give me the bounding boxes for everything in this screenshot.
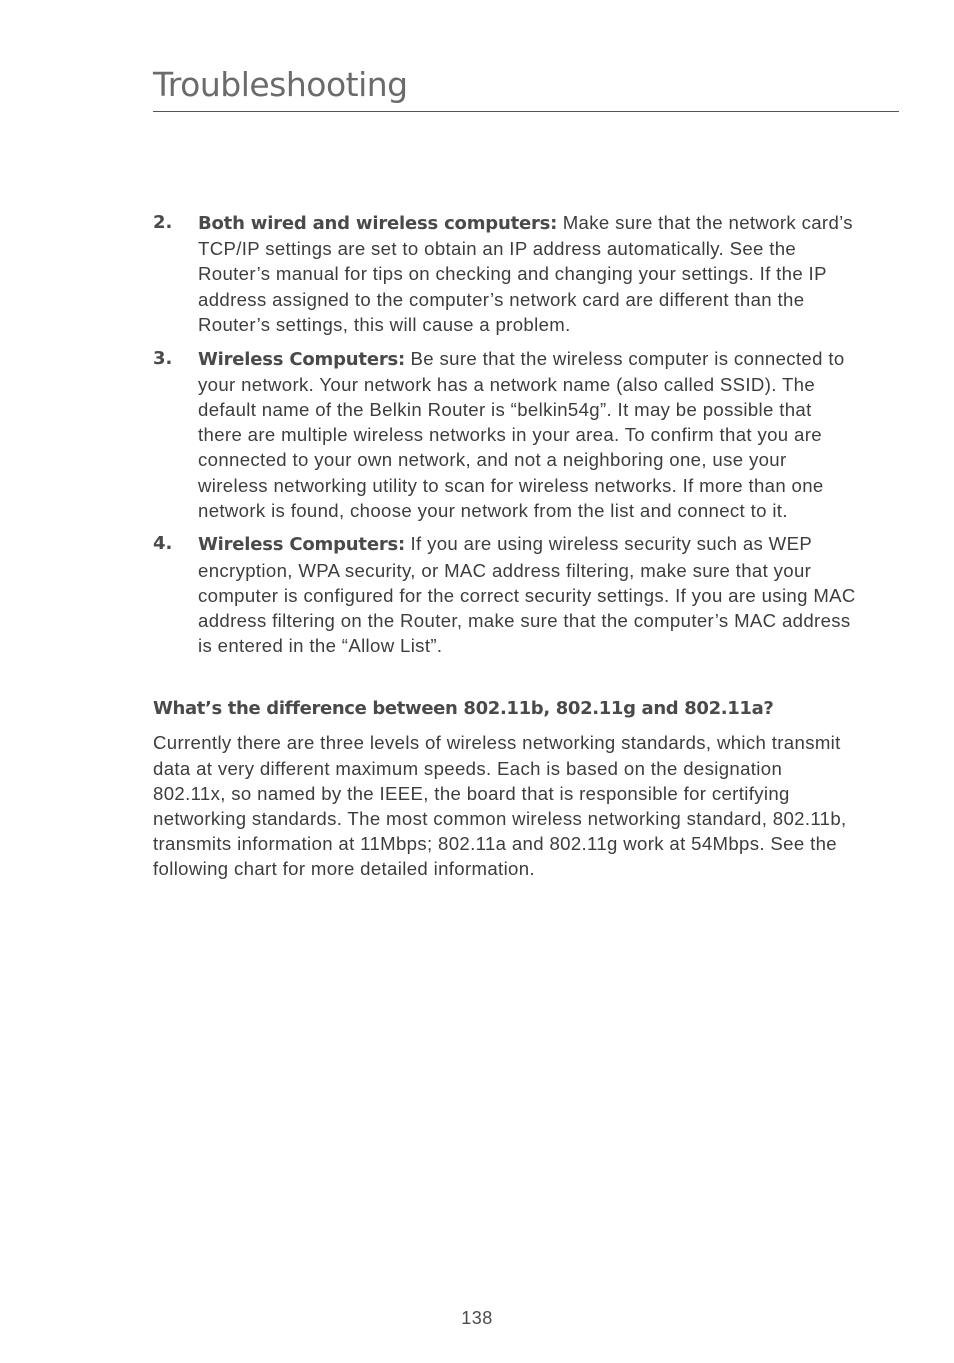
item-number: 3. [153,347,173,369]
section-heading: What’s the difference between 802.11b, 802.11g and 802.11a? [153,698,774,720]
page-number: 138 [461,1308,493,1328]
page-header [153,62,899,108]
list-item [153,346,858,523]
item-text: Make sure that the network card’s TCP/IP settings are set to obtain an IP address automatically. See the Router’s manual for tips on checking and changing your settings. If the IP address assigned to the computer’s network card are different than the Router’s settings, this will cause a problem. [198,212,853,335]
item-number: 4. [153,533,173,555]
header-divider [153,111,899,112]
item-lead: Both wired and wireless computers: [198,213,558,234]
item-lead: Wireless Computers: [198,534,406,556]
item-number: 2. [153,212,173,233]
troubleshooting-list [153,210,858,658]
item-lead: Wireless Computers: [198,348,406,370]
list-item [153,531,858,658]
section-body: Currently there are three levels of wireless networking standards, which transmit data at very different maximum speeds. Each is based on the designation 802.11x, so named by the IEEE, the board that is responsible for certifying networking standards. The most common wireless networking standard, 802.11b, transmits information at 11Mbps; 802.11a and 802.11g work at 54Mbps. See the following chart for more detailed information. [153,732,847,880]
list-item [153,210,858,337]
item-text: Be sure that the wireless computer is connected to your network. Your network has a network name (also called SSID). The default name of the Belkin Router is “belkin54g”. It may be possible that there are multiple wireless networks in your area. To confirm that you are connected to your own network, and not a neighboring one, use your wireless networking utility to scan for wireless networks. If more than one network is found, choose your network from the list and connect to it. [198,347,845,521]
item-text: If you are using wireless security such as WEP encryption, WPA security, or MAC address filtering, make sure that your computer is configured for the correct security settings. If you are using MAC address filtering on the Router, make sure that the computer’s MAC address is entered in the “Allow List”. [198,533,856,657]
main-content [153,210,858,882]
page-title: Troubleshooting [153,65,408,104]
